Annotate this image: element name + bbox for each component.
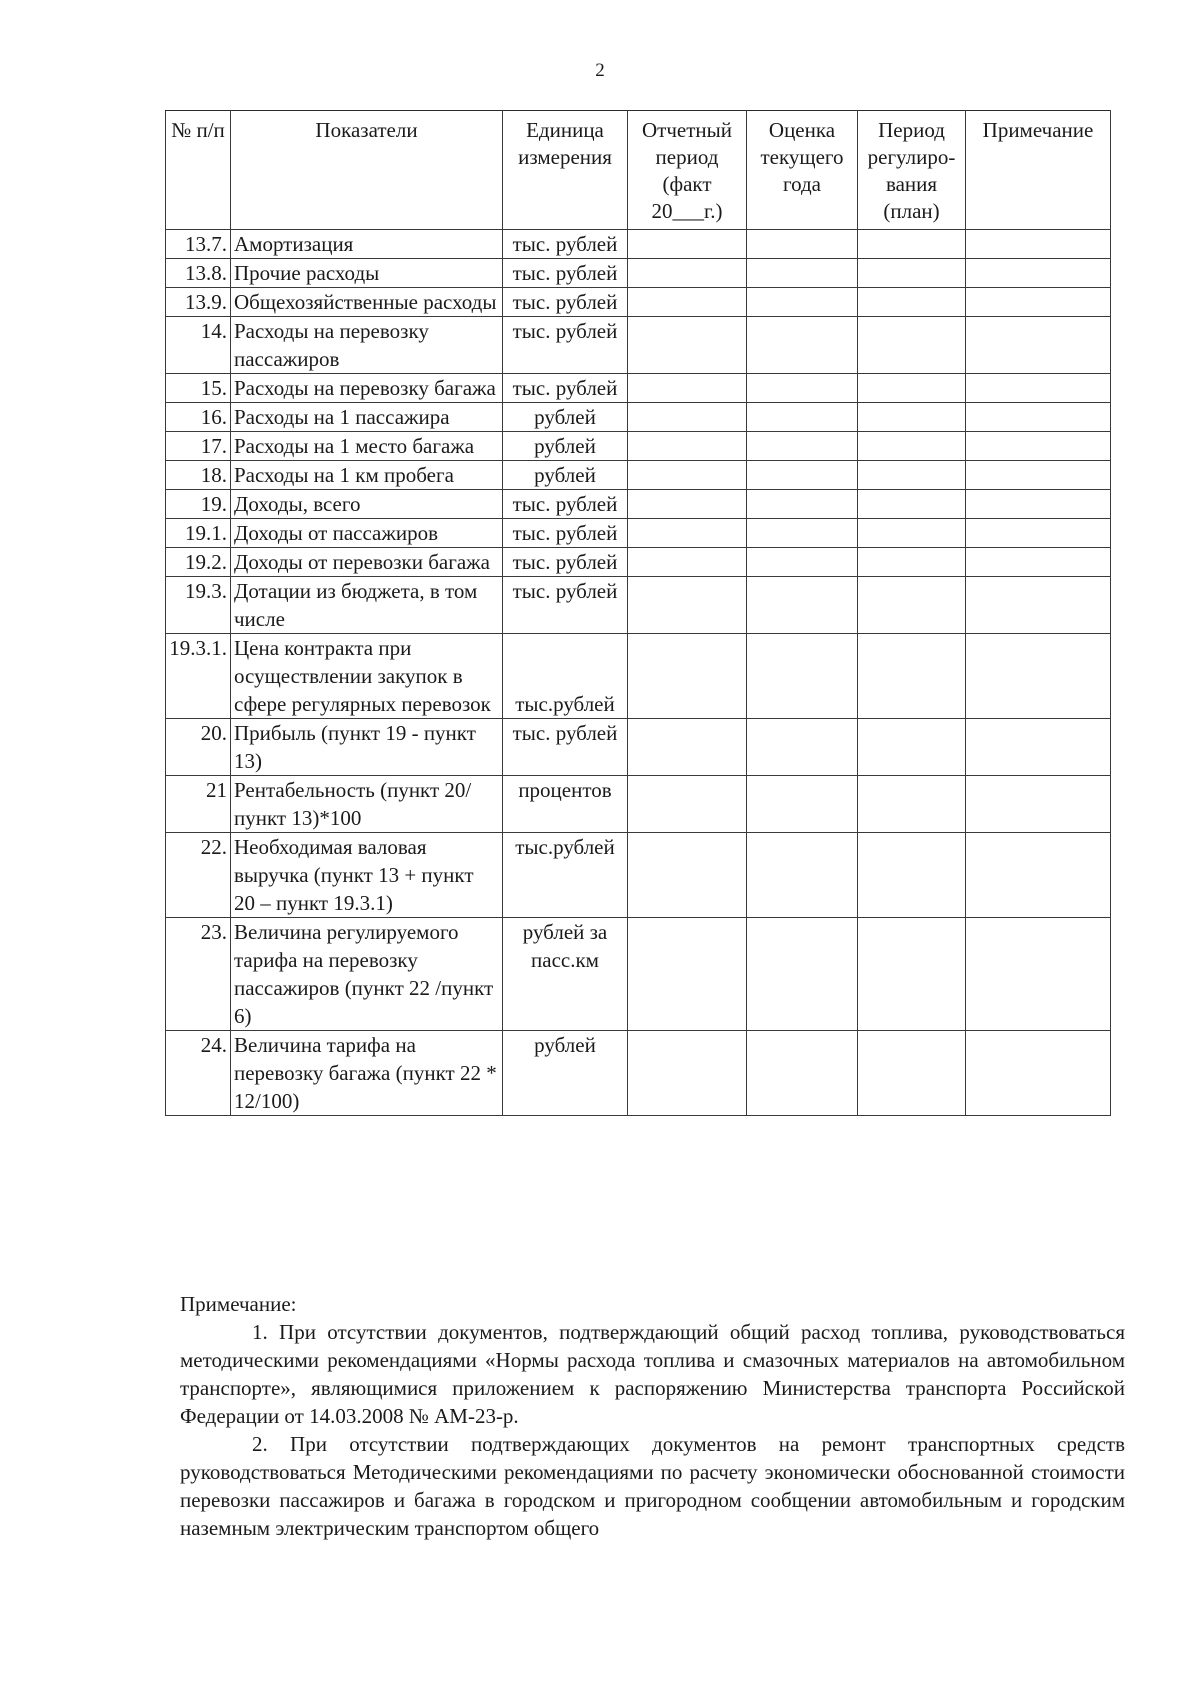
- row-number: 22.: [166, 833, 231, 918]
- cell-note: [966, 490, 1111, 519]
- row-indicator: Общехозяйственные расходы: [231, 288, 503, 317]
- cell-regulation: [858, 317, 966, 374]
- header-unit: Единица измерения: [503, 111, 628, 230]
- header-indicator: Показатели: [231, 111, 503, 230]
- table-row: [166, 403, 1111, 432]
- table-row: [166, 918, 1111, 1031]
- row-unit: тыс. рублей: [503, 317, 628, 374]
- row-number: 13.9.: [166, 288, 231, 317]
- cell-regulation: [858, 403, 966, 432]
- cell-reporting: [628, 461, 747, 490]
- table-row: [166, 432, 1111, 461]
- cell-regulation: [858, 719, 966, 776]
- cell-regulation: [858, 776, 966, 833]
- row-number: 19.3.1.: [166, 634, 231, 719]
- cell-regulation: [858, 577, 966, 634]
- cell-estimate: [747, 634, 858, 719]
- cell-estimate: [747, 719, 858, 776]
- table-row: [166, 374, 1111, 403]
- table-row: [166, 461, 1111, 490]
- cell-estimate: [747, 461, 858, 490]
- row-indicator: Расходы на 1 место багажа: [231, 432, 503, 461]
- cell-reporting: [628, 490, 747, 519]
- row-number: 20.: [166, 719, 231, 776]
- row-number: 13.8.: [166, 259, 231, 288]
- page-number: 2: [595, 60, 605, 81]
- row-number: 19.2.: [166, 548, 231, 577]
- cell-estimate: [747, 918, 858, 1031]
- cell-regulation: [858, 634, 966, 719]
- cell-note: [966, 259, 1111, 288]
- table-row: [166, 317, 1111, 374]
- cell-reporting: [628, 548, 747, 577]
- table-row: [166, 776, 1111, 833]
- cell-estimate: [747, 1031, 858, 1116]
- cell-note: [966, 918, 1111, 1031]
- row-unit: тыс.рублей: [503, 833, 628, 918]
- row-indicator: Цена контракта при осуществлении закупок в сфере регулярных перевозок: [231, 634, 503, 719]
- cell-estimate: [747, 374, 858, 403]
- row-number: 18.: [166, 461, 231, 490]
- cell-estimate: [747, 432, 858, 461]
- row-indicator: Прибыль (пункт 19 - пункт 13): [231, 719, 503, 776]
- row-indicator: Расходы на 1 км пробега: [231, 461, 503, 490]
- cell-estimate: [747, 403, 858, 432]
- cell-estimate: [747, 519, 858, 548]
- header-reporting-period: Отчетный период (факт 20___г.): [628, 111, 747, 230]
- row-unit: процентов: [503, 776, 628, 833]
- cell-reporting: [628, 374, 747, 403]
- row-unit: тыс. рублей: [503, 288, 628, 317]
- cell-estimate: [747, 776, 858, 833]
- notes-title: Примечание:: [180, 1292, 297, 1316]
- cell-regulation: [858, 432, 966, 461]
- row-unit: рублей: [503, 1031, 628, 1116]
- note-item-1: 1. При отсутствии документов, подтверждающий общий расход топлива, руководствоваться методическими рекомендациями «Нормы расхода топлива и смазочных материалов на автомобильном транспорте», являющимися приложением к распоряжению Министерства транспорта Российской Федерации от 14.03.2008 № АМ-23-р.: [180, 1320, 1125, 1428]
- cell-regulation: [858, 548, 966, 577]
- cell-estimate: [747, 833, 858, 918]
- cell-estimate: [747, 490, 858, 519]
- cell-note: [966, 230, 1111, 259]
- row-unit: тыс. рублей: [503, 259, 628, 288]
- table-row: [166, 259, 1111, 288]
- row-unit: тыс. рублей: [503, 230, 628, 259]
- cell-regulation: [858, 230, 966, 259]
- cell-estimate: [747, 548, 858, 577]
- cell-reporting: [628, 519, 747, 548]
- row-unit: рублей: [503, 403, 628, 432]
- row-unit: тыс. рублей: [503, 719, 628, 776]
- table-row: [166, 490, 1111, 519]
- row-indicator: Расходы на 1 пассажира: [231, 403, 503, 432]
- header-num: № п/п: [166, 111, 231, 230]
- cell-regulation: [858, 918, 966, 1031]
- row-unit: тыс. рублей: [503, 577, 628, 634]
- row-number: 23.: [166, 918, 231, 1031]
- row-indicator: Доходы, всего: [231, 490, 503, 519]
- cell-regulation: [858, 461, 966, 490]
- cell-note: [966, 719, 1111, 776]
- cell-regulation: [858, 259, 966, 288]
- cell-estimate: [747, 230, 858, 259]
- cell-reporting: [628, 432, 747, 461]
- row-indicator: Амортизация: [231, 230, 503, 259]
- cell-reporting: [628, 259, 747, 288]
- row-indicator: Величина регулируемого тарифа на перевозку пассажиров (пункт 22 /пункт 6): [231, 918, 503, 1031]
- cell-reporting: [628, 833, 747, 918]
- row-unit: тыс. рублей: [503, 374, 628, 403]
- cell-note: [966, 548, 1111, 577]
- row-unit: тыс. рублей: [503, 548, 628, 577]
- cell-estimate: [747, 259, 858, 288]
- row-indicator: Дотации из бюджета, в том числе: [231, 577, 503, 634]
- cell-regulation: [858, 1031, 966, 1116]
- cell-note: [966, 432, 1111, 461]
- cell-reporting: [628, 776, 747, 833]
- cell-estimate: [747, 288, 858, 317]
- cell-regulation: [858, 833, 966, 918]
- row-indicator: Расходы на перевозку багажа: [231, 374, 503, 403]
- row-number: 21: [166, 776, 231, 833]
- row-unit: рублей: [503, 432, 628, 461]
- row-indicator: Рентабельность (пункт 20/ пункт 13)*100: [231, 776, 503, 833]
- indicators-table: [165, 110, 1111, 1116]
- row-unit: рублей: [503, 461, 628, 490]
- row-indicator: Доходы от перевозки багажа: [231, 548, 503, 577]
- table-header-row: [166, 111, 1111, 230]
- cell-reporting: [628, 317, 747, 374]
- row-number: 19.: [166, 490, 231, 519]
- table-row: [166, 833, 1111, 918]
- cell-note: [966, 403, 1111, 432]
- cell-note: [966, 1031, 1111, 1116]
- row-unit: тыс. рублей: [503, 490, 628, 519]
- cell-estimate: [747, 577, 858, 634]
- notes-section: [180, 1290, 1125, 1542]
- cell-estimate: [747, 317, 858, 374]
- cell-reporting: [628, 403, 747, 432]
- cell-reporting: [628, 634, 747, 719]
- table-row: [166, 1031, 1111, 1116]
- table-row: [166, 548, 1111, 577]
- row-unit: рублей за пасс.км: [503, 918, 628, 1031]
- cell-note: [966, 776, 1111, 833]
- cell-reporting: [628, 288, 747, 317]
- row-number: 14.: [166, 317, 231, 374]
- cell-note: [966, 577, 1111, 634]
- cell-reporting: [628, 719, 747, 776]
- cell-note: [966, 833, 1111, 918]
- cell-note: [966, 317, 1111, 374]
- row-number: 13.7.: [166, 230, 231, 259]
- cell-note: [966, 634, 1111, 719]
- row-indicator: Расходы на перевозку пассажиров: [231, 317, 503, 374]
- table-row: [166, 230, 1111, 259]
- row-indicator: Величина тарифа на перевозку багажа (пункт 22 * 12/100): [231, 1031, 503, 1116]
- header-regulation-period: Период регулиро-вания (план): [858, 111, 966, 230]
- header-note: Примечание: [966, 111, 1111, 230]
- row-number: 15.: [166, 374, 231, 403]
- cell-regulation: [858, 519, 966, 548]
- cell-regulation: [858, 490, 966, 519]
- row-number: 19.1.: [166, 519, 231, 548]
- cell-reporting: [628, 918, 747, 1031]
- row-number: 17.: [166, 432, 231, 461]
- row-number: 24.: [166, 1031, 231, 1116]
- cell-note: [966, 461, 1111, 490]
- row-indicator: Необходимая валовая выручка (пункт 13 + пункт 20 – пункт 19.3.1): [231, 833, 503, 918]
- cell-note: [966, 288, 1111, 317]
- table-row: [166, 719, 1111, 776]
- cell-note: [966, 374, 1111, 403]
- cell-regulation: [858, 374, 966, 403]
- cell-note: [966, 519, 1111, 548]
- table-row: [166, 288, 1111, 317]
- row-unit: тыс. рублей: [503, 519, 628, 548]
- row-indicator: Доходы от пассажиров: [231, 519, 503, 548]
- table-row: [166, 634, 1111, 719]
- note-item-2: 2. При отсутствии подтверждающих документов на ремонт транспортных средств руководствоваться Методическими рекомендациями по расчету экономически обоснованной стоимости перевозки пассажиров и багажа в городском и пригородном сообщении автомобильным и городским наземным электрическим транспортом общего: [180, 1432, 1125, 1540]
- table-row: [166, 577, 1111, 634]
- cell-reporting: [628, 230, 747, 259]
- row-indicator: Прочие расходы: [231, 259, 503, 288]
- row-unit: тыс.рублей: [503, 634, 628, 719]
- row-number: 19.3.: [166, 577, 231, 634]
- header-current-year-estimate: Оценка текущего года: [747, 111, 858, 230]
- cell-reporting: [628, 577, 747, 634]
- cell-reporting: [628, 1031, 747, 1116]
- row-number: 16.: [166, 403, 231, 432]
- table-row: [166, 519, 1111, 548]
- cell-regulation: [858, 288, 966, 317]
